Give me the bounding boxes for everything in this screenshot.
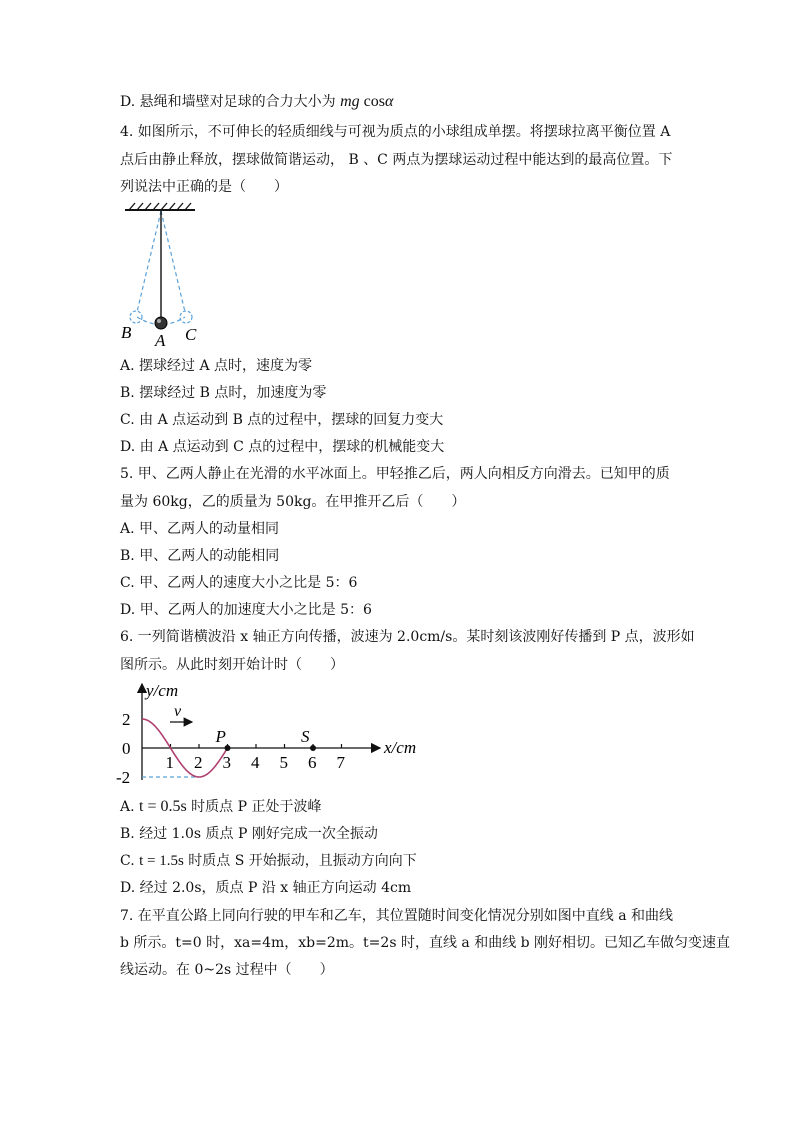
q7-stem-line-3: 线运动。在 0~2s 过程中（ ）: [120, 962, 334, 978]
q6-option-a-formula: t = 0.5s: [139, 798, 187, 815]
q3-option-d-formula: [340, 93, 393, 110]
q4-option-b: B. 摆球经过 B 点时，加速度为零: [120, 385, 327, 401]
q5-option-c: C. 甲、乙两人的速度大小之比是 5：6: [120, 575, 358, 591]
point-label-s: S: [301, 727, 310, 746]
q6-option-d: D. 经过 2.0s，质点 P 沿 x 轴正方向运动 4cm: [120, 880, 412, 896]
q6-option-a: [120, 797, 322, 817]
x-tick-label: 6: [308, 753, 317, 772]
wave-chart: [112, 678, 432, 790]
q7-stem-line-2: b 所示。t=0 时，xa=4m，xb=2m。t=2s 时，直线 a 和曲线 b 刚好相切。已知乙车做匀变速直: [120, 935, 731, 951]
q5-stem-line-2: 量为 60kg，乙的质量为 50kg。在甲推开乙后（ ）: [120, 494, 466, 510]
q6-option-a-text: 时质点 P 正处于波峰: [186, 799, 322, 815]
q5-option-b: B. 甲、乙两人的动能相同: [120, 548, 280, 564]
ceiling-hatch: [129, 203, 191, 210]
x-tick-label: 2: [194, 753, 203, 772]
q3-option-d: [120, 92, 393, 112]
q4-option-c: C. 由 A 点运动到 B 点的过程中，摆球的回复力变大: [120, 412, 444, 428]
q4-stem-line-3: 列说法中正确的是（ ）: [120, 179, 288, 195]
q5-option-d: D. 甲、乙两人的加速度大小之比是 5：6: [120, 602, 372, 618]
label-b: B: [121, 323, 132, 342]
ball-highlight: [157, 319, 161, 323]
pendulum-figure: [115, 200, 225, 350]
q6-stem-line-2: 图所示。从此时刻开始计时（ ）: [120, 657, 344, 673]
q5-option-a: A. 甲、乙两人的动量相同: [120, 521, 280, 537]
q6-option-c-text: 时质点 S 开始振动，且振动方向向下: [183, 853, 417, 869]
formula-cos: cos: [359, 93, 385, 110]
pendulum-ball: [155, 317, 167, 329]
ball-c: [180, 311, 192, 323]
string-to-b: [137, 211, 161, 312]
q7-stem-line-1: 7. 在平直公路上同向行驶的甲车和乙车，其位置随时间变化情况分别如图中直线 a 和曲线: [120, 908, 674, 924]
q4-stem-line-1: 4. 如图所示，不可伸长的轻质细线与可视为质点的小球组成单摆。将摆球拉离平衡位置 A: [120, 124, 671, 140]
q4-stem-line-2: 点后由静止释放，摆球做简谐运动， B 、C 两点为摆球运动过程中能达到的最高位置。下: [120, 152, 673, 168]
y-tick-label: 0: [122, 739, 131, 758]
q6-option-a-prefix: A.: [120, 799, 140, 815]
x-tick-label: 5: [279, 753, 288, 772]
q3-option-d-text: D. 悬绳和墙壁对足球的合力大小为: [120, 94, 336, 110]
velocity-label: v: [174, 703, 182, 720]
q6-option-c-prefix: C.: [120, 853, 140, 869]
y-tick-label: 2: [122, 710, 131, 729]
q6-stem-line-1: 6. 一列简谐横波沿 x 轴正方向传播，波速为 2.0cm/s。某时刻该波刚好传播到 P 点，波形如: [120, 629, 695, 645]
q6-option-c-formula: t = 1.5s: [139, 853, 184, 869]
q4-option-d: D. 由 A 点运动到 C 点的过程中，摆球的机械能变大: [120, 439, 445, 455]
q6-option-c: [120, 851, 417, 871]
x-tick-label: 1: [165, 753, 174, 772]
y-axis-label: y/cm: [146, 681, 179, 700]
x-tick-label: 3: [222, 753, 231, 772]
point-label-p: P: [215, 727, 226, 746]
formula-alpha: α: [384, 93, 394, 110]
y-tick-label: -2: [116, 768, 131, 787]
q5-stem-line-1: 5. 甲、乙两人静止在光滑的水平冰面上。甲轻推乙后，两人向相反方向滑去。已知甲的质: [120, 466, 670, 482]
q6-option-b: B. 经过 1.0s 质点 P 刚好完成一次全振动: [120, 826, 378, 842]
ball-b: [130, 311, 142, 323]
string-to-c: [161, 211, 185, 312]
label-c: C: [185, 325, 197, 344]
x-axis-label: x/cm: [384, 738, 417, 757]
x-tick-label: 4: [251, 753, 260, 772]
y-ticks: [116, 710, 131, 787]
x-tick-label: 7: [336, 753, 345, 772]
q4-option-a: A. 摆球经过 A 点时，速度为零: [120, 358, 313, 374]
label-a: A: [155, 331, 166, 350]
formula-mg: mg: [340, 93, 360, 110]
point-s: [310, 745, 316, 751]
